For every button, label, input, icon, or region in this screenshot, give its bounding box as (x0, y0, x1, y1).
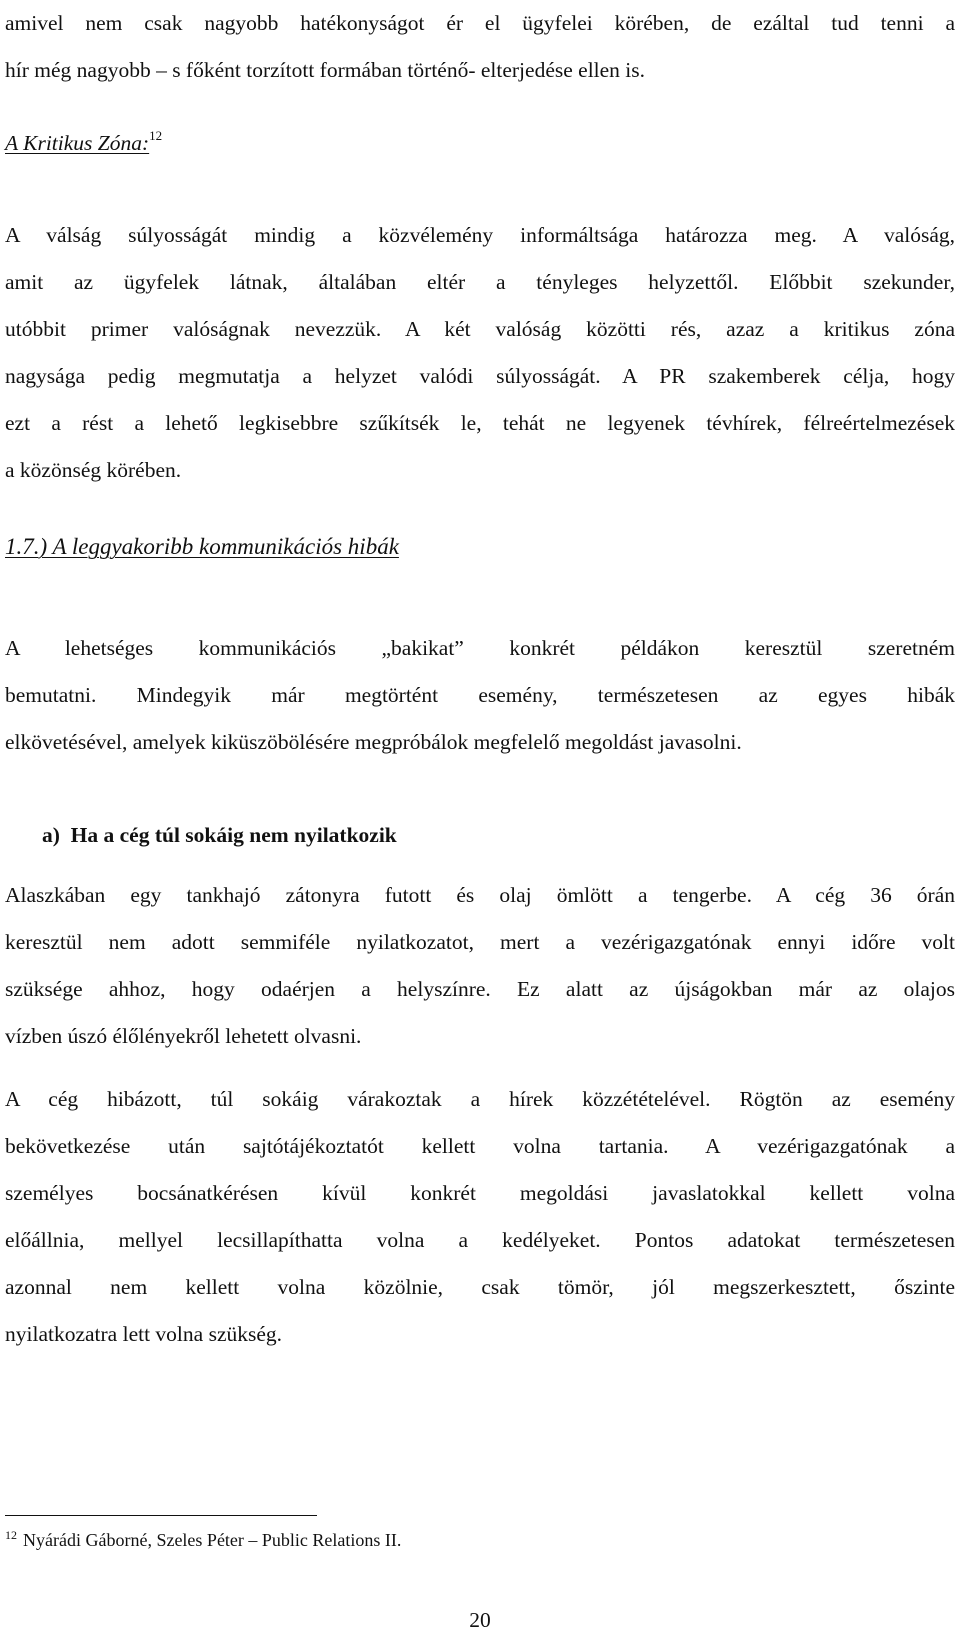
text-line: utóbbit primer valóságnak nevezzük. A két valóság közötti rés, azaz a kritikus zóna (5, 317, 955, 341)
text-line: A cég hibázott, túl sokáig várakoztak a hírek közzétételével. Rögtön az esemény (5, 1087, 955, 1111)
analysis-paragraph (5, 1076, 955, 1358)
text-line: bekövetkezése után sajtótájékoztatót kellett volna tartania. A vezérigazgatónak a (5, 1134, 955, 1158)
text-line: vízben úszó élőlényekről lehetett olvasni. (5, 1024, 362, 1048)
text-line: szüksége ahhoz, hogy odaérjen a helyszínre. Ez alatt az újságokban már az olajos (5, 977, 955, 1001)
text-line: személyes bocsánatkérésen kívül konkrét megoldási javaslatokkal kellett volna (5, 1181, 955, 1205)
footnote-separator (5, 1515, 317, 1516)
text-line: hír még nagyobb – s főként torzított formában történő- elterjedése ellen is. (5, 58, 646, 82)
footnote-ref: 12 (149, 128, 163, 143)
kritikus-zona-paragraph (5, 212, 955, 494)
example-paragraph (5, 872, 955, 1060)
text-line: bemutatni. Mindegyik már megtörtént esemény, természetesen az egyes hibák (5, 683, 955, 707)
section-intro-paragraph (5, 625, 955, 766)
text-line: amivel nem csak nagyobb hatékonyságot ér el ügyfelei körében, de ezáltal tud tenni a (5, 11, 955, 35)
footnote-mark: 12 (5, 1528, 17, 1542)
text-line: amit az ügyfelek látnak, általában eltér a tényleges helyzettől. Előbbit szekunder, (5, 270, 955, 294)
kritikus-zona-heading (5, 120, 955, 167)
subsection-title: a) Ha a cég túl sokáig nem nyilatkozik (42, 823, 397, 847)
footnote-text: Nyárádi Gáborné, Szeles Péter – Public Relations II. (23, 1530, 402, 1550)
text-line: elkövetésével, amelyek kiküszöbölésére megpróbálok megfelelő megoldást javasolni. (5, 730, 742, 754)
subsection-heading (42, 812, 942, 859)
text-line: Alaszkában egy tankhajó zátonyra futott és olaj ömlött a tengerbe. A cég 36 órán (5, 883, 955, 907)
text-line: előállnia, mellyel lecsillapíthatta volna a kedélyeket. Pontos adatokat természetesen (5, 1228, 955, 1252)
footnote (5, 1528, 401, 1552)
text-line: azonnal nem kellett volna közölnie, csak tömör, jól megszerkesztett, őszinte (5, 1275, 955, 1299)
text-line: nyilatkozatra lett volna szükség. (5, 1322, 283, 1346)
text-line: nagysága pedig megmutatja a helyzet valódi súlyosságát. A PR szakemberek célja, hogy (5, 364, 955, 388)
intro-paragraph (5, 0, 955, 94)
section-title: 1.7.) A leggyakoribb kommunikációs hibák (5, 534, 399, 559)
text-line: A válság súlyosságát mindig a közvélemény informáltsága határozza meg. A valóság, (5, 223, 955, 247)
text-line: keresztül nem adott semmiféle nyilatkozatot, mert a vezérigazgatónak ennyi időre volt (5, 930, 955, 954)
page-number: 20 (469, 1608, 491, 1632)
section-heading (5, 523, 955, 570)
text-line: a közönség körében. (5, 458, 182, 482)
text-line: ezt a rést a lehető legkisebbre szűkítsék le, tehát ne legyenek tévhírek, félreértelmezések (5, 411, 955, 435)
text-line: A lehetséges kommunikációs „bakikat” konkrét példákon keresztül szeretném (5, 636, 955, 660)
heading-text: A Kritikus Zóna: (5, 131, 150, 155)
